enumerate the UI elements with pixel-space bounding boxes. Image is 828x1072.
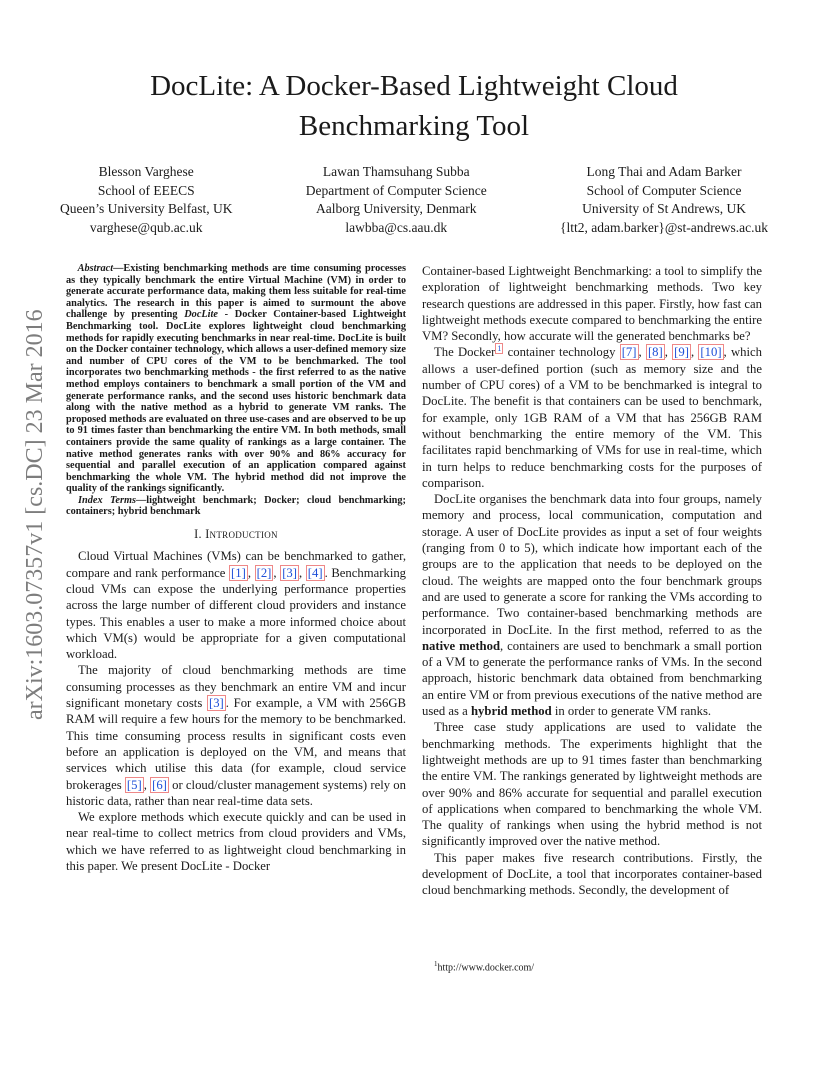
footnote-mark: 1	[434, 960, 438, 968]
section-heading	[66, 526, 406, 542]
author-block	[60, 163, 768, 237]
citation-link[interactable]: [10]	[700, 345, 722, 360]
paragraph: Container-based Lightweight Benchmarking: a tool to simplify the exploration of lightweight benchmarking methods. Two key research questions are addressed in this paper. Firstly, how fast can lightweight methods execute compared to benchmarking the entire VM? Secondly, how accurate will the generated benchmarks be?	[422, 264, 762, 344]
citation-link[interactable]: [4]	[307, 565, 323, 580]
citation-link[interactable]: [3]	[208, 696, 224, 711]
index-terms-text: —lightweight benchmark; Docker; cloud benchmarking; containers; hybrid benchmark	[66, 494, 406, 518]
paragraph: DocLite organises the benchmark data into four groups, namely memory and process, local communication, computation and storage. A user of DocLite provides as input a set of four weights (ranging from 0 to 5), which indicate how important each of the groups are to the application that needs to be deployed on the cloud. The weights are mapped onto the four benchmark groups and are used to generate a score for ranking the VMs according to performance. Two container-based benchmarking methods are incorporated in DocLite. In the first method, referred to as the native method, containers are used to benchmark a small portion of a VM to generate the performance ranks of VMs. In the second approach, historic benchmark data obtained from benchmarking an entire VM or from previous executions of the native method are used as a hybrid method in order to generate VM ranks.	[422, 492, 762, 719]
author-inst: Aalborg University, Denmark	[316, 201, 477, 216]
bold-term: hybrid method	[470, 704, 552, 719]
citation-link[interactable]: [3]	[282, 565, 297, 580]
left-column	[66, 263, 406, 874]
citation-link[interactable]: [1]	[231, 565, 246, 580]
paragraph: Cloud Virtual Machines (VMs) can be benchmarked to gather, compare and rank performance [1] , [2] , [3] , [4] . Benchmarking cloud VMs can expose the underlying performance properties across the large number of different cloud providers and instance types. This enables a user to make a more informed choice about which VM(s) would be appropriate for a given computational workload.	[66, 549, 407, 662]
author-email: varghese@qub.ac.uk	[89, 219, 203, 235]
author-dept: School of Computer Science	[586, 182, 742, 198]
footnote-link[interactable]: 1	[497, 344, 502, 354]
abstract-label: Abstract	[77, 263, 114, 274]
abstract-text: - Docker Container-based Lightweight Benchmarking tool. DocLite explores lightweight cloud benchmarking methods for rapidly executing benchmarks in near real-time. DocLite is built on the Docker container technology, which allows a user-defined memory size and number of CPU cores of the VM to be benchmarked. The tool incorporates two benchmarking methods - the first referred to as the native method employs containers to benchmark a small portion of the VM and generate performance ranks, and the second uses historic benchmark data along with the native method as a hybrid to generate VM ranks. The proposed methods are evaluated on three use-cases and are observed to be up to 91 times faster than benchmarking the entire VM. In both methods, small containers provide the same quality of rankings as a large container. The native method generates ranks with over 90% and 86% accuracy for sequential and parallel execution of an application compared against benchmarking the whole VM. The hybrid method did not improve the quality of the rankings significantly.	[66, 309, 406, 495]
author-inst: University of St Andrews, UK	[582, 201, 746, 216]
paragraph: The Docker $^1$ container technology [7] , [8] , [9] , [10] , which allows a user-defined portion (such as memory size and the number of CPU cores) of a VM to be benchmarked is integral to DocLite. The benefit is that containers can be used to benchmark, for example, only 1GB RAM of a VM that has 256GB RAM without benchmarking the entire memory of the VM. This facilitates rapid benchmarking of VMs for use in real-time, which in turn helps to reduce benchmarking costs for the purposes of comparison.	[422, 344, 762, 490]
title-line-1: DocLite: A Docker-Based Lightweight Cloud	[150, 70, 678, 102]
paragraph: We explore methods which execute quickly and can be used in near real-time to collect metrics from cloud providers and VMs, which we have referred to as lightweight cloud benchmarking in this paper. We present DocLite - Docker	[66, 810, 406, 873]
index-terms-label: Index Terms	[78, 494, 136, 506]
right-column	[422, 263, 762, 899]
footnote	[434, 960, 534, 973]
abstract-emphasis: DocLite	[184, 309, 218, 321]
author-2	[306, 163, 487, 237]
citation-link[interactable]: [2]	[256, 565, 272, 580]
abstract	[66, 263, 406, 495]
section-number: I.	[194, 527, 206, 542]
author-email: lawbba@cs.aau.dk	[345, 219, 448, 235]
bold-term: native method	[422, 638, 500, 653]
author-1	[60, 163, 232, 237]
author-email: {ltt2, adam.barker}@st-andrews.ac.uk	[560, 219, 768, 235]
author-name: Lawan Thamsuhang Subba	[322, 164, 470, 179]
author-dept: School of EEECS	[97, 182, 195, 198]
author-3	[560, 163, 768, 237]
citation-link[interactable]: [7]	[621, 345, 637, 360]
paper-title	[0, 66, 828, 146]
title-line-2: Benchmarking Tool	[298, 110, 530, 142]
citation-link[interactable]: [5]	[126, 777, 142, 792]
paragraph: Three case study applications are used to validate the benchmarking methods. The experiments highlight that the lightweight methods are up to 91 times faster than benchmarking the entire VM. The rankings generated by lightweight methods are over 90% and 86% accurate for sequential and parallel execution of applications when compared to benchmarking the whole VM. The quality of rankings when using the hybrid method is not significantly improved over the native method.	[422, 720, 762, 849]
arxiv-sidebar-id: arXiv:1603.07357v1 [cs.DC] 23 Mar 2016	[22, 309, 48, 720]
author-name: Blesson Varghese	[98, 164, 194, 179]
paragraph: This paper makes five research contributions. Firstly, the development of DocLite, a tool that incorporates container-based cloud benchmarking methods. Secondly, the development of	[422, 850, 762, 898]
citation-link[interactable]: [9]	[674, 345, 689, 360]
citation-link[interactable]: [6]	[152, 777, 167, 792]
citation-link[interactable]: [8]	[647, 345, 663, 360]
author-name: Long Thai and Adam Barker	[586, 164, 742, 179]
author-inst: Queen’s University Belfast, UK	[60, 201, 233, 216]
footnote-url[interactable]: http://www.docker.com/	[437, 962, 535, 974]
author-dept: Department of Computer Science	[305, 182, 487, 198]
paragraph: The majority of cloud benchmarking methods are time consuming processes as they benchmark an entire VM and incur significant monetary costs [3] . For example, a VM with 256GB RAM will require a few hours for the memory to be benchmarked. This time consuming process results in significant costs even before an application is deployed on the VM, and means that services which utilise this data (for example, cloud service brokerages [5] , [6] or cloud/cluster management systems) rely on historic data, rather than near real-time data sets.	[66, 663, 406, 808]
section-title: Introduction	[205, 527, 278, 542]
abstract-text: —Existing benchmarking methods are time consuming processes as they typically benchmark the entire Virtual Machine (VM) in order to generate accurate performance data, making them less suitable for real-time analytics. The research in this paper is aimed to surmount the above challenge by presenting	[66, 263, 406, 321]
index-terms	[66, 495, 406, 518]
